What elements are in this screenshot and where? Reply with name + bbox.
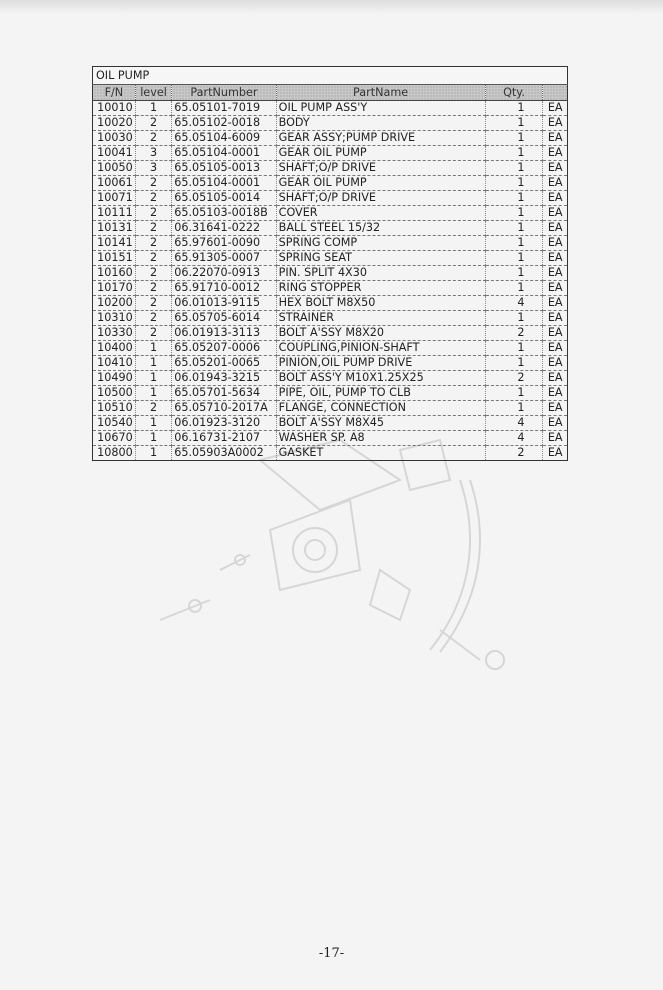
cell-level: 2 (135, 266, 171, 281)
cell-part-name: BOLT A'SSY M8X45 (276, 416, 485, 431)
cell-fn: 10030 (93, 131, 136, 146)
cell-qty: 2 (485, 371, 543, 386)
cell-part-number: 65.05103-0018B (172, 206, 276, 221)
cell-part-name: GASKET (276, 446, 485, 461)
table-row (93, 341, 568, 356)
cell-part-number: 06.16731-2107 (172, 431, 276, 446)
cell-level: 2 (135, 281, 171, 296)
cell-part-name: HEX BOLT M8X50 (276, 296, 485, 311)
cell-part-number: 06.01913-3113 (172, 326, 276, 341)
table-row (93, 416, 568, 431)
cell-level: 2 (135, 221, 171, 236)
faded-exploded-diagram (100, 420, 560, 710)
cell-fn: 10200 (93, 296, 136, 311)
cell-fn: 10800 (93, 446, 136, 461)
cell-unit: EA (543, 446, 568, 461)
cell-qty: 4 (485, 416, 543, 431)
cell-part-number: 06.01923-3120 (172, 416, 276, 431)
cell-qty: 1 (485, 236, 543, 251)
cell-qty: 1 (485, 401, 543, 416)
cell-level: 1 (135, 371, 171, 386)
cell-unit: EA (543, 236, 568, 251)
cell-part-number: 65.05101-7019 (172, 101, 276, 116)
cell-part-name: COUPLING,PINION-SHAFT (276, 341, 485, 356)
cell-qty: 1 (485, 191, 543, 206)
cell-level: 2 (135, 236, 171, 251)
cell-qty: 1 (485, 146, 543, 161)
cell-unit: EA (543, 176, 568, 191)
page-number: -17- (318, 946, 345, 961)
cell-unit: EA (543, 251, 568, 266)
cell-part-number: 65.05903A0002 (172, 446, 276, 461)
table-row (93, 101, 568, 116)
cell-part-name: GEAR OIL PUMP (276, 146, 485, 161)
table-row (93, 161, 568, 176)
cell-level: 2 (135, 326, 171, 341)
cell-level: 1 (135, 341, 171, 356)
cell-unit: EA (543, 326, 568, 341)
cell-fn: 10160 (93, 266, 136, 281)
cell-unit: EA (543, 116, 568, 131)
cell-qty: 1 (485, 116, 543, 131)
cell-level: 2 (135, 296, 171, 311)
cell-qty: 1 (485, 356, 543, 371)
cell-qty: 4 (485, 431, 543, 446)
cell-level: 2 (135, 206, 171, 221)
column-header-part-number: PartNumber (172, 85, 276, 101)
cell-part-name: GEAR OIL PUMP (276, 176, 485, 191)
cell-unit: EA (543, 401, 568, 416)
cell-part-name: RING STOPPER (276, 281, 485, 296)
scan-edge-shadow (0, 0, 663, 14)
cell-level: 1 (135, 356, 171, 371)
table-row (93, 236, 568, 251)
cell-qty: 1 (485, 386, 543, 401)
table-row (93, 386, 568, 401)
cell-part-name: STRAINER (276, 311, 485, 326)
cell-unit: EA (543, 356, 568, 371)
cell-unit: EA (543, 431, 568, 446)
cell-fn: 10061 (93, 176, 136, 191)
cell-part-name: PIPE, OIL, PUMP TO CLB (276, 386, 485, 401)
cell-level: 2 (135, 251, 171, 266)
cell-unit: EA (543, 371, 568, 386)
cell-unit: EA (543, 146, 568, 161)
cell-part-number: 65.05104-0001 (172, 146, 276, 161)
cell-fn: 10510 (93, 401, 136, 416)
cell-level: 1 (135, 431, 171, 446)
cell-part-number: 65.05102-0018 (172, 116, 276, 131)
cell-part-name: PIN. SPLIT 4X30 (276, 266, 485, 281)
cell-fn: 10131 (93, 221, 136, 236)
cell-qty: 1 (485, 251, 543, 266)
cell-level: 1 (135, 416, 171, 431)
cell-fn: 10670 (93, 431, 136, 446)
cell-unit: EA (543, 341, 568, 356)
cell-part-number: 65.05705-6014 (172, 311, 276, 326)
table-row (93, 311, 568, 326)
cell-fn: 10141 (93, 236, 136, 251)
table-row (93, 206, 568, 221)
oil-pump-parts-table (92, 66, 568, 461)
cell-part-number: 06.01943-3215 (172, 371, 276, 386)
cell-qty: 4 (485, 296, 543, 311)
cell-part-name: SPRING COMP (276, 236, 485, 251)
cell-fn: 10010 (93, 101, 136, 116)
cell-part-name: SHAFT;O/P DRIVE (276, 191, 485, 206)
cell-level: 1 (135, 101, 171, 116)
cell-unit: EA (543, 281, 568, 296)
cell-qty: 1 (485, 281, 543, 296)
table-row (93, 176, 568, 191)
cell-qty: 1 (485, 161, 543, 176)
cell-part-name: BOLT ASS'Y M10X1.25X25 (276, 371, 485, 386)
cell-unit: EA (543, 266, 568, 281)
cell-fn: 10310 (93, 311, 136, 326)
cell-level: 2 (135, 116, 171, 131)
cell-part-number: 65.05105-0014 (172, 191, 276, 206)
cell-fn: 10170 (93, 281, 136, 296)
cell-fn: 10050 (93, 161, 136, 176)
cell-unit: EA (543, 206, 568, 221)
cell-unit: EA (543, 161, 568, 176)
cell-level: 2 (135, 191, 171, 206)
cell-qty: 1 (485, 311, 543, 326)
cell-part-name: SPRING SEAT (276, 251, 485, 266)
cell-part-number: 06.01013-9115 (172, 296, 276, 311)
table-row (93, 116, 568, 131)
table-row (93, 191, 568, 206)
cell-part-name: COVER (276, 206, 485, 221)
cell-part-number: 65.91710-0012 (172, 281, 276, 296)
cell-unit: EA (543, 101, 568, 116)
table-row (93, 446, 568, 461)
cell-part-number: 65.05201-0065 (172, 356, 276, 371)
cell-qty: 1 (485, 176, 543, 191)
cell-level: 3 (135, 161, 171, 176)
cell-fn: 10020 (93, 116, 136, 131)
cell-unit: EA (543, 221, 568, 236)
column-header-fn: F/N (93, 85, 136, 101)
table-row (93, 401, 568, 416)
table-row (93, 131, 568, 146)
cell-level: 1 (135, 446, 171, 461)
cell-part-number: 65.91305-0007 (172, 251, 276, 266)
cell-level: 2 (135, 131, 171, 146)
cell-fn: 10111 (93, 206, 136, 221)
cell-fn: 10410 (93, 356, 136, 371)
cell-level: 2 (135, 176, 171, 191)
cell-part-number: 65.05207-0006 (172, 341, 276, 356)
cell-part-number: 06.31641-0222 (172, 221, 276, 236)
cell-part-name: WASHER SP. A8 (276, 431, 485, 446)
cell-qty: 1 (485, 266, 543, 281)
cell-unit: EA (543, 386, 568, 401)
cell-part-name: OIL PUMP ASS'Y (276, 101, 485, 116)
cell-level: 2 (135, 311, 171, 326)
cell-qty: 1 (485, 206, 543, 221)
table-row (93, 146, 568, 161)
cell-level: 1 (135, 386, 171, 401)
cell-qty: 1 (485, 101, 543, 116)
cell-unit: EA (543, 311, 568, 326)
cell-qty: 1 (485, 131, 543, 146)
cell-part-number: 65.97601-0090 (172, 236, 276, 251)
cell-fn: 10330 (93, 326, 136, 341)
cell-part-number: 65.05701-5634 (172, 386, 276, 401)
table-row (93, 326, 568, 341)
column-header-part-name: PartName (276, 85, 485, 101)
cell-qty: 1 (485, 341, 543, 356)
cell-part-name: PINION,OIL PUMP DRIVE (276, 356, 485, 371)
table-body (93, 101, 568, 461)
table-row (93, 281, 568, 296)
cell-part-number: 06.22070-0913 (172, 266, 276, 281)
cell-unit: EA (543, 191, 568, 206)
cell-unit: EA (543, 131, 568, 146)
cell-fn: 10490 (93, 371, 136, 386)
table-row (93, 296, 568, 311)
table-row (93, 371, 568, 386)
cell-fn: 10041 (93, 146, 136, 161)
table-row (93, 221, 568, 236)
cell-fn: 10151 (93, 251, 136, 266)
cell-part-number: 65.05104-6009 (172, 131, 276, 146)
cell-part-name: GEAR ASSY;PUMP DRIVE (276, 131, 485, 146)
table-header-row (93, 85, 568, 101)
cell-part-number: 65.05105-0013 (172, 161, 276, 176)
cell-part-number: 65.05104-0001 (172, 176, 276, 191)
column-header-level: level (135, 85, 171, 101)
cell-fn: 10400 (93, 341, 136, 356)
table-row (93, 251, 568, 266)
column-header-unit (543, 85, 568, 101)
cell-qty: 1 (485, 221, 543, 236)
cell-part-name: SHAFT;O/P DRIVE (276, 161, 485, 176)
column-header-qty: Qty. (485, 85, 543, 101)
table-title-row (93, 67, 568, 85)
cell-fn: 10071 (93, 191, 136, 206)
table-title: OIL PUMP (93, 67, 568, 85)
table-row (93, 266, 568, 281)
table-row (93, 356, 568, 371)
cell-part-name: BOLT A'SSY M8X20 (276, 326, 485, 341)
cell-part-name: BODY (276, 116, 485, 131)
cell-part-name: FLANGE, CONNECTION (276, 401, 485, 416)
cell-unit: EA (543, 416, 568, 431)
cell-fn: 10500 (93, 386, 136, 401)
cell-level: 3 (135, 146, 171, 161)
cell-level: 2 (135, 401, 171, 416)
cell-part-number: 65.05710-2017A (172, 401, 276, 416)
cell-fn: 10540 (93, 416, 136, 431)
cell-qty: 2 (485, 446, 543, 461)
cell-qty: 2 (485, 326, 543, 341)
table-row (93, 431, 568, 446)
cell-part-name: BALL STEEL 15/32 (276, 221, 485, 236)
cell-unit: EA (543, 296, 568, 311)
